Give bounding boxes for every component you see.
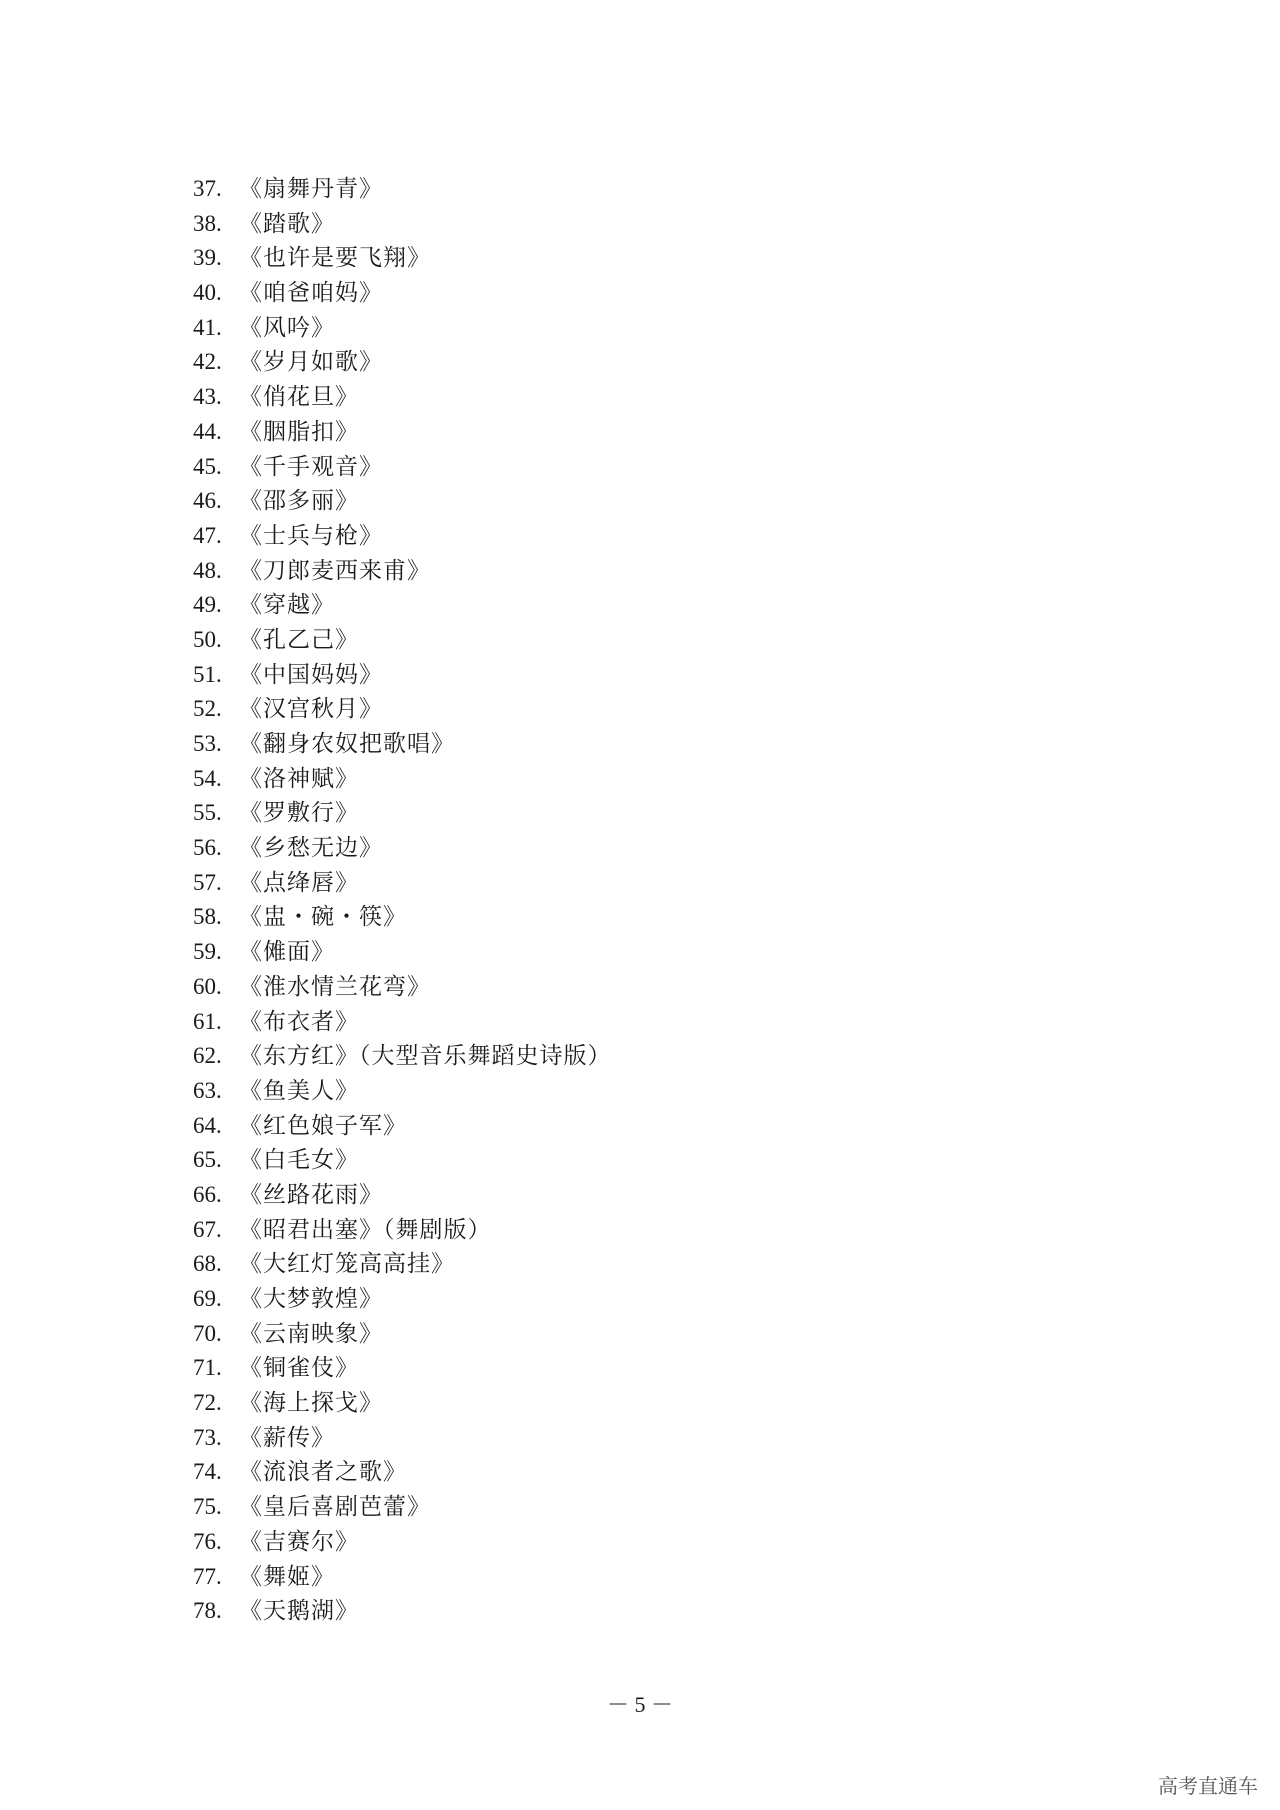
- item-title: 《俏花旦》: [239, 384, 359, 411]
- item-number: 55.: [193, 800, 222, 826]
- list-item: [193, 1005, 612, 1040]
- item-title: 《千手观音》: [239, 453, 383, 480]
- item-number: 53.: [193, 731, 222, 756]
- item-title: 《也许是要飞翔》: [239, 245, 431, 272]
- list-item: [193, 1143, 612, 1178]
- item-title: 《点绛唇》: [239, 869, 359, 896]
- item-title: 《昭君出塞》（舞剧版）: [239, 1216, 492, 1243]
- list-item: [193, 1386, 612, 1421]
- item-title: 《风吟》: [239, 314, 335, 341]
- list-item: [193, 900, 612, 935]
- item-number: 41.: [193, 314, 222, 340]
- item-number: 70.: [193, 1320, 222, 1346]
- list-item: [193, 866, 612, 901]
- list-item: [193, 1560, 612, 1595]
- list-item: [193, 1039, 612, 1074]
- list-item: [193, 1109, 612, 1144]
- item-title: 《铜雀伎》: [239, 1355, 359, 1382]
- item-title: 《云南映象》: [239, 1320, 383, 1347]
- item-number: 66.: [193, 1181, 222, 1207]
- item-title: 《海上探戈》: [239, 1390, 383, 1417]
- list-item: [193, 588, 612, 623]
- item-number: 72.: [193, 1390, 222, 1416]
- item-number: 54.: [193, 765, 222, 791]
- list-item: [193, 519, 612, 554]
- item-number: 73.: [193, 1424, 222, 1450]
- list-item: [193, 241, 612, 276]
- item-title: 《邵多丽》: [239, 488, 359, 515]
- list-item: [193, 1490, 612, 1525]
- page-number: － 5 －: [606, 1692, 673, 1717]
- item-title: 《咱爸咱妈》: [239, 280, 383, 307]
- item-title: 《布衣者》: [239, 1008, 359, 1035]
- list-item: [193, 1421, 612, 1456]
- item-title: 《淮水情兰花弯》: [239, 973, 431, 1000]
- item-number: 37.: [193, 176, 222, 201]
- list-item: [193, 1213, 612, 1248]
- list-item: [193, 1247, 612, 1282]
- item-number: 69.: [193, 1286, 222, 1311]
- list-item: [193, 276, 612, 311]
- list-item: [193, 207, 612, 242]
- item-number: 42.: [193, 349, 222, 375]
- item-number: 61.: [193, 1008, 222, 1034]
- item-number: 46.: [193, 488, 222, 514]
- item-number: 58.: [193, 904, 222, 930]
- item-title: 《穿越》: [239, 592, 335, 619]
- item-title: 《胭脂扣》: [239, 418, 359, 445]
- item-number: 51.: [193, 661, 222, 687]
- item-title: 《刀郎麦西来甫》: [239, 557, 431, 584]
- list-item: [193, 1594, 612, 1629]
- list-item: [193, 1178, 612, 1213]
- list-item: [193, 172, 612, 207]
- item-title: 《中国妈妈》: [239, 661, 383, 688]
- item-number: 39.: [193, 245, 222, 271]
- item-title: 《大梦敦煌》: [239, 1286, 383, 1312]
- item-title: 《扇舞丹青》: [239, 176, 383, 202]
- item-title: 《吉赛尔》: [239, 1528, 359, 1555]
- list-item: [193, 380, 612, 415]
- item-number: 45.: [193, 453, 222, 479]
- item-number: 71.: [193, 1355, 222, 1381]
- item-title: 《罗敷行》: [239, 800, 359, 827]
- item-number: 75.: [193, 1494, 222, 1520]
- item-number: 57.: [193, 869, 222, 895]
- item-title: 《舞姬》: [239, 1563, 335, 1590]
- item-title: 《乡愁无边》: [239, 835, 383, 862]
- item-title: 《红色娘子军》: [239, 1112, 407, 1139]
- item-title: 《盅・碗・筷》: [239, 904, 407, 931]
- item-title: 《皇后喜剧芭蕾》: [239, 1494, 431, 1521]
- list-item: [193, 1351, 612, 1386]
- item-title: 《岁月如歌》: [239, 349, 383, 376]
- list-item: [193, 554, 612, 589]
- list-item: [193, 1282, 612, 1317]
- list-item: [193, 484, 612, 519]
- item-title: 《洛神赋》: [239, 765, 359, 792]
- item-title: 《傩面》: [239, 939, 335, 966]
- list-item: [193, 935, 612, 970]
- item-number: 65.: [193, 1147, 222, 1173]
- list-item: [193, 1317, 612, 1352]
- list-item: [193, 450, 612, 485]
- item-title: 《薪传》: [239, 1424, 335, 1451]
- list-item: [193, 311, 612, 346]
- item-number: 59.: [193, 939, 222, 965]
- list-item: [193, 727, 612, 762]
- item-title: 《士兵与枪》: [239, 522, 383, 549]
- list-item: [193, 623, 612, 658]
- item-number: 43.: [193, 384, 222, 410]
- item-title: 《天鹅湖》: [239, 1598, 359, 1625]
- item-title: 《鱼美人》: [239, 1077, 359, 1104]
- item-title: 《汉宫秋月》: [239, 696, 383, 723]
- list-item: [193, 415, 612, 450]
- item-number: 47.: [193, 522, 222, 548]
- item-title: 《丝路花雨》: [239, 1181, 383, 1208]
- item-title: 《东方红》（大型音乐舞蹈史诗版）: [239, 1043, 612, 1070]
- list-item: [193, 658, 612, 693]
- item-number: 50.: [193, 626, 222, 652]
- item-number: 48.: [193, 557, 222, 583]
- item-number: 78.: [193, 1598, 222, 1624]
- item-number: 74.: [193, 1459, 222, 1485]
- item-number: 77.: [193, 1563, 222, 1589]
- item-title: 《翻身农奴把歌唱》: [239, 731, 455, 757]
- list-item: [193, 762, 612, 797]
- list-item: [193, 831, 612, 866]
- item-number: 52.: [193, 696, 222, 722]
- item-number: 62.: [193, 1043, 222, 1069]
- item-number: 76.: [193, 1528, 222, 1554]
- list-item: [193, 345, 612, 380]
- item-number: 67.: [193, 1216, 222, 1242]
- item-title: 《踏歌》: [239, 210, 335, 237]
- list-item: [193, 1455, 612, 1490]
- item-number: 44.: [193, 418, 222, 444]
- item-number: 64.: [193, 1112, 222, 1138]
- list-item: [193, 1525, 612, 1560]
- item-number: 49.: [193, 592, 222, 618]
- item-number: 68.: [193, 1251, 222, 1277]
- list-item: [193, 796, 612, 831]
- item-title: 《孔乙己》: [239, 626, 359, 653]
- dance-title-list: [193, 172, 612, 1629]
- watermark-text: 高考直通车: [1158, 1774, 1258, 1798]
- list-item: [193, 692, 612, 727]
- item-number: 60.: [193, 973, 222, 999]
- item-title: 《流浪者之歌》: [239, 1459, 407, 1486]
- item-title: 《白毛女》: [239, 1147, 359, 1174]
- list-item: [193, 970, 612, 1005]
- item-number: 63.: [193, 1077, 222, 1103]
- item-number: 38.: [193, 210, 222, 236]
- item-number: 56.: [193, 835, 222, 861]
- list-item: [193, 1074, 612, 1109]
- item-title: 《大红灯笼高高挂》: [239, 1251, 455, 1278]
- item-number: 40.: [193, 280, 222, 306]
